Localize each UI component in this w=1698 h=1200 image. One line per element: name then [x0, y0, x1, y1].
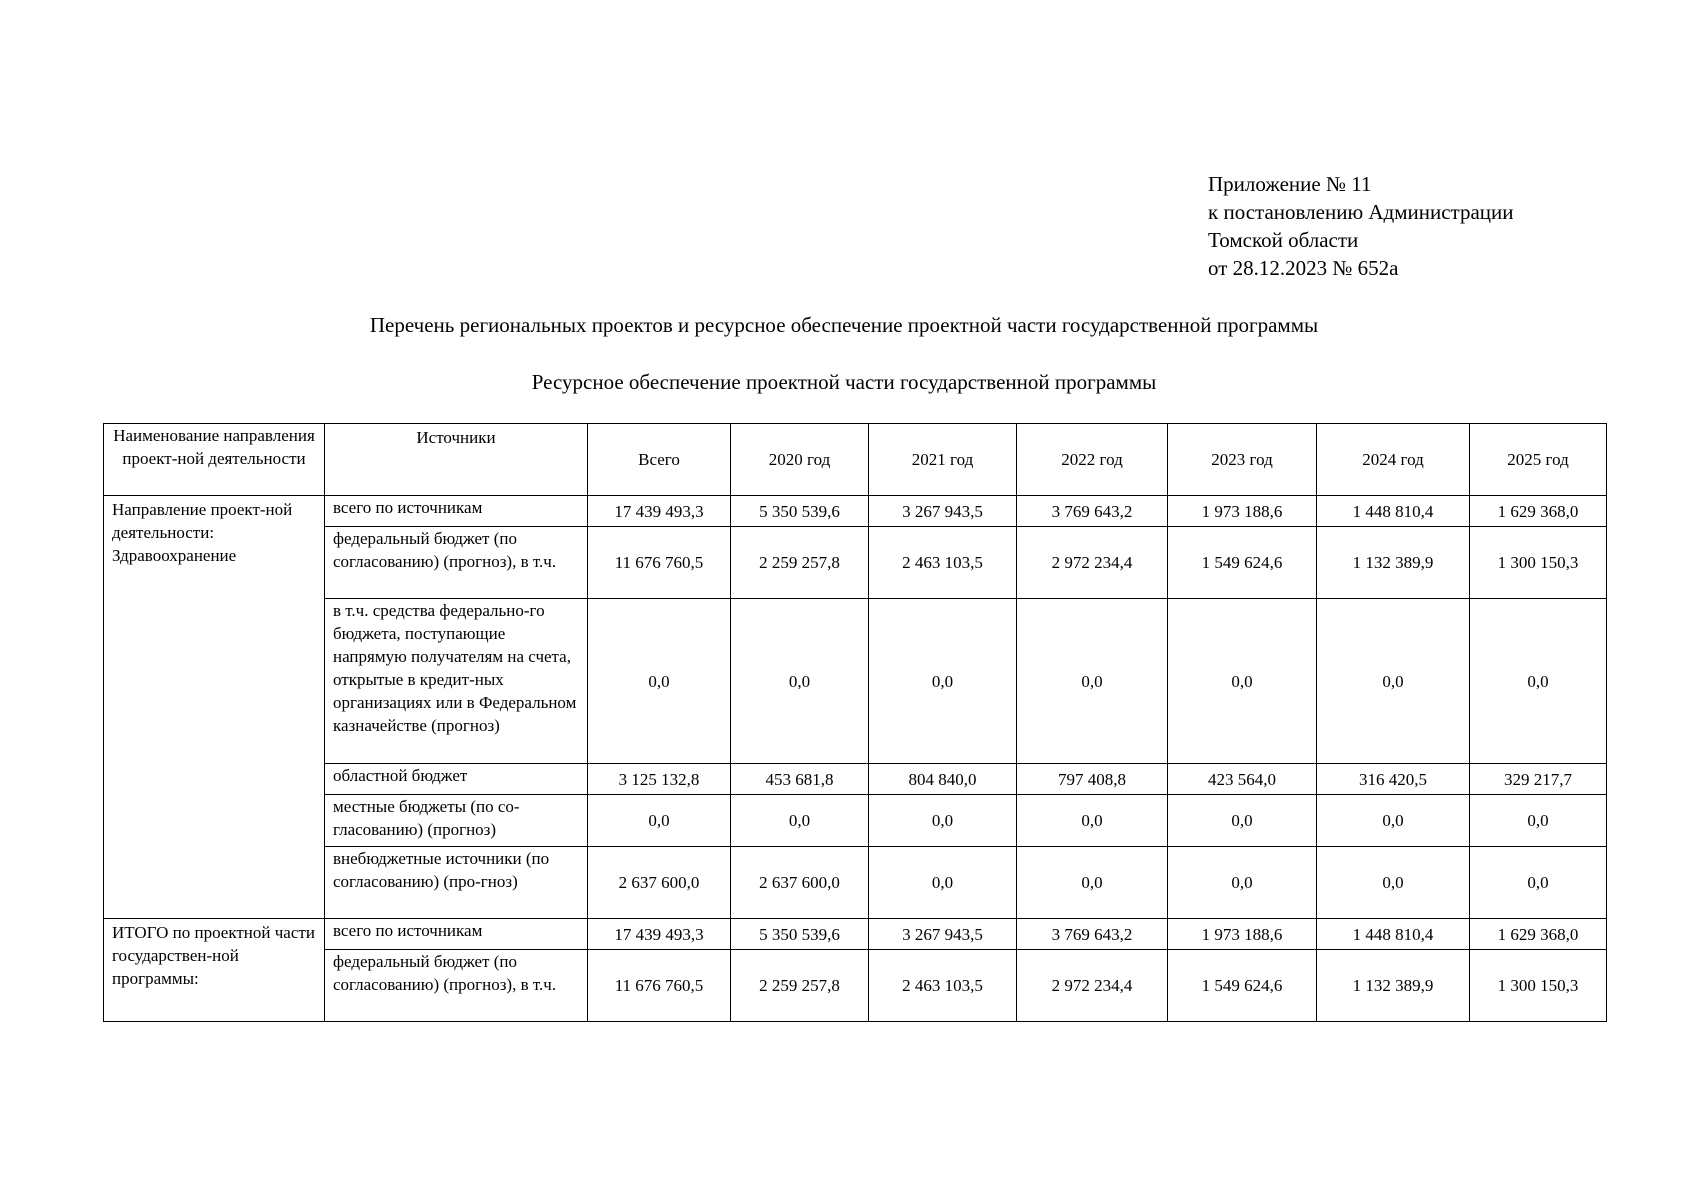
value-total: 0,0 — [588, 599, 731, 764]
value-2022: 2 972 234,4 — [1017, 950, 1168, 1022]
source-cell: местные бюджеты (по со-гласованию) (прогноз) — [325, 795, 588, 847]
value-2020: 5 350 539,6 — [731, 496, 869, 527]
value-2024: 1 132 389,9 — [1317, 950, 1470, 1022]
value-2020: 0,0 — [731, 795, 869, 847]
value-2021: 0,0 — [869, 795, 1017, 847]
value-2025: 329 217,7 — [1470, 764, 1607, 795]
value-2020: 453 681,8 — [731, 764, 869, 795]
value-2022: 797 408,8 — [1017, 764, 1168, 795]
value-2024: 0,0 — [1317, 599, 1470, 764]
value-2022: 2 972 234,4 — [1017, 527, 1168, 599]
table-row — [104, 795, 1607, 847]
table-row — [104, 847, 1607, 919]
value-total: 0,0 — [588, 795, 731, 847]
source-cell: областной бюджет — [325, 764, 588, 795]
value-total: 3 125 132,8 — [588, 764, 731, 795]
value-2024: 316 420,5 — [1317, 764, 1470, 795]
value-2024: 0,0 — [1317, 795, 1470, 847]
value-2025: 1 300 150,3 — [1470, 950, 1607, 1022]
header-2020: 2020 год — [731, 424, 869, 496]
value-2021: 0,0 — [869, 599, 1017, 764]
value-2024: 0,0 — [1317, 847, 1470, 919]
value-2022: 0,0 — [1017, 847, 1168, 919]
table-row — [104, 950, 1607, 1022]
value-2023: 423 564,0 — [1168, 764, 1317, 795]
value-2024: 1 448 810,4 — [1317, 919, 1470, 950]
value-2025: 0,0 — [1470, 847, 1607, 919]
value-2022: 3 769 643,2 — [1017, 496, 1168, 527]
document-title: Перечень региональных проектов и ресурсное обеспечение проектной части государственной программы — [369, 313, 1319, 337]
value-2025: 1 629 368,0 — [1470, 496, 1607, 527]
value-total: 17 439 493,3 — [588, 919, 731, 950]
value-2023: 0,0 — [1168, 847, 1317, 919]
value-2025: 0,0 — [1470, 599, 1607, 764]
value-2025: 0,0 — [1470, 795, 1607, 847]
value-2022: 3 769 643,2 — [1017, 919, 1168, 950]
value-total: 17 439 493,3 — [588, 496, 731, 527]
value-2020: 0,0 — [731, 599, 869, 764]
resource-table — [103, 423, 1607, 1022]
source-cell: внебюджетные источники (по согласованию) (про-гноз) — [325, 847, 588, 919]
source-cell: федеральный бюджет (по согласованию) (прогноз), в т.ч. — [325, 950, 588, 1022]
value-2021: 3 267 943,5 — [869, 919, 1017, 950]
value-2023: 1 549 624,6 — [1168, 950, 1317, 1022]
header-name: Наименование направления проект-ной деятельности — [104, 424, 325, 496]
value-2022: 0,0 — [1017, 795, 1168, 847]
value-2024: 1 448 810,4 — [1317, 496, 1470, 527]
value-2020: 2 259 257,8 — [731, 950, 869, 1022]
header-2021: 2021 год — [869, 424, 1017, 496]
appendix-decree: к постановлению Администрации — [1208, 200, 1514, 224]
value-2021: 804 840,0 — [869, 764, 1017, 795]
value-2024: 1 132 389,9 — [1317, 527, 1470, 599]
header-2023: 2023 год — [1168, 424, 1317, 496]
direction-name: ИТОГО по проектной части государствен-ной программы: — [104, 919, 325, 1022]
value-2025: 1 300 150,3 — [1470, 527, 1607, 599]
source-cell: всего по источникам — [325, 919, 588, 950]
source-cell: федеральный бюджет (по согласованию) (прогноз), в т.ч. — [325, 527, 588, 599]
header-2024: 2024 год — [1317, 424, 1470, 496]
value-total: 11 676 760,5 — [588, 527, 731, 599]
value-2023: 1 549 624,6 — [1168, 527, 1317, 599]
value-2021: 0,0 — [869, 847, 1017, 919]
value-2020: 2 259 257,8 — [731, 527, 869, 599]
table-row — [104, 496, 1607, 527]
value-2021: 2 463 103,5 — [869, 950, 1017, 1022]
appendix-block — [1208, 170, 1514, 282]
value-2023: 0,0 — [1168, 795, 1317, 847]
table-row — [104, 764, 1607, 795]
table-row — [104, 527, 1607, 599]
document-subtitle: Ресурсное обеспечение проектной части государственной программы — [531, 370, 1157, 394]
value-total: 2 637 600,0 — [588, 847, 731, 919]
table-row — [104, 599, 1607, 764]
source-cell: в т.ч. средства федерально-го бюджета, поступающие напрямую получателям на счета, открытые в кредит-ных организациях или в Федеральном казначействе (прогноз) — [325, 599, 588, 764]
table-header-row — [104, 424, 1607, 496]
value-2023: 0,0 — [1168, 599, 1317, 764]
value-2023: 1 973 188,6 — [1168, 496, 1317, 527]
value-2022: 0,0 — [1017, 599, 1168, 764]
header-sources: Источники — [325, 424, 588, 496]
value-2020: 5 350 539,6 — [731, 919, 869, 950]
value-2020: 2 637 600,0 — [731, 847, 869, 919]
appendix-number: Приложение № 11 — [1208, 172, 1372, 196]
value-2025: 1 629 368,0 — [1470, 919, 1607, 950]
header-2022: 2022 год — [1017, 424, 1168, 496]
value-2021: 2 463 103,5 — [869, 527, 1017, 599]
appendix-date: от 28.12.2023 № 652а — [1208, 256, 1399, 280]
value-total: 11 676 760,5 — [588, 950, 731, 1022]
appendix-region: Томской области — [1208, 228, 1359, 252]
source-cell: всего по источникам — [325, 496, 588, 527]
header-total: Всего — [588, 424, 731, 496]
value-2021: 3 267 943,5 — [869, 496, 1017, 527]
value-2023: 1 973 188,6 — [1168, 919, 1317, 950]
direction-name: Направление проект-ной деятельности: Здравоохранение — [104, 496, 325, 919]
header-2025: 2025 год — [1470, 424, 1607, 496]
table-row — [104, 919, 1607, 950]
